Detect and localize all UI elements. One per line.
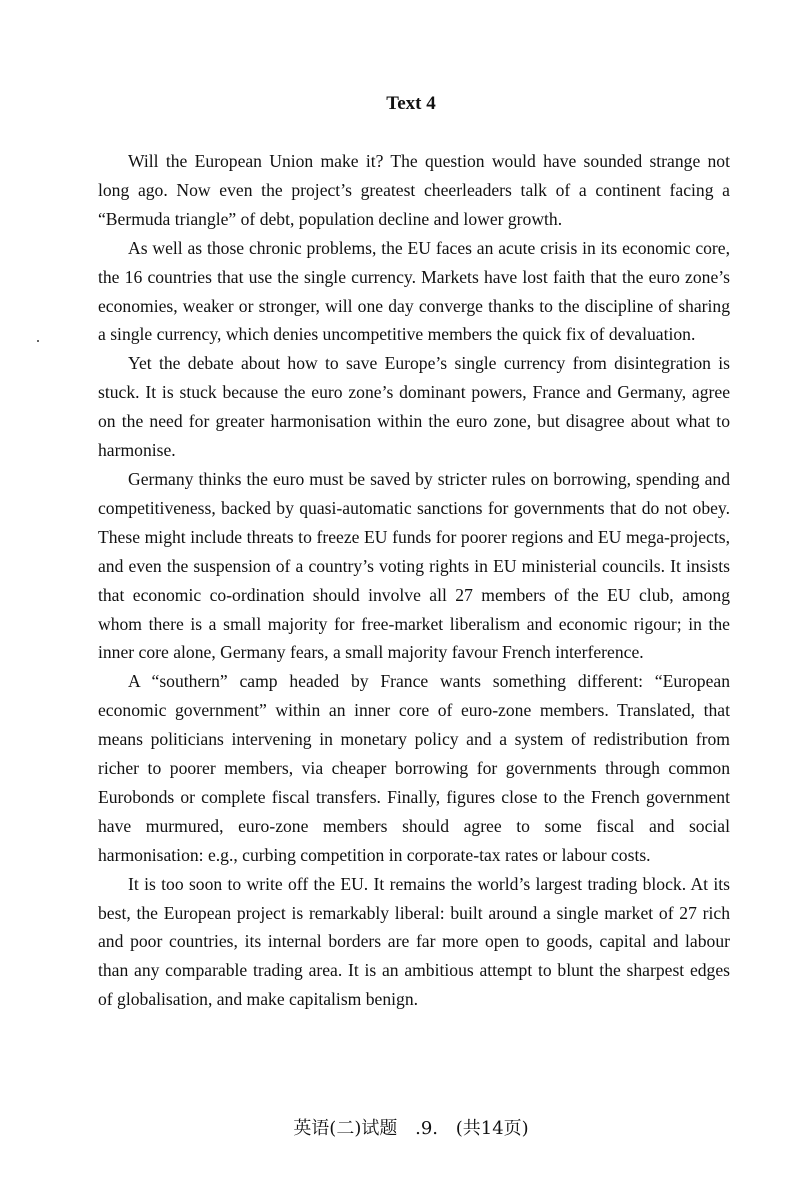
paragraph-3: Yet the debate about how to save Europe’s single currency from disintegration is stuck. It is stuck because the euro zone’s dominant powers, France and Germany, agree on the need for greater harmonisation within the euro zone, but disagree about what to harmonise. <box>98 353 730 461</box>
paragraph-5: A “southern” camp headed by France wants something different: “European economic government” within an inner core of euro-zone members. Translated, that means politicians intervening in monetary policy and a system of redistribution from richer to poorer members, via cheaper borrowing for governments through common Eurobonds or complete fiscal transfers. Finally, figures close to the French government have murmured, euro-zone members should agree to some fiscal and social harmonisation: e.g., curbing competition in corporate-tax rates or labour costs. <box>98 671 730 865</box>
footer-total-pages: (共14页) <box>455 1118 529 1139</box>
paragraph-4: Germany thinks the euro must be saved by stricter rules on borrowing, spending and competitiveness, backed by quasi-automatic sanctions for governments that do not obey. These might include threats to freeze EU funds for poorer regions and EU mega-projects, and even the suspension of a country’s voting rights in EU ministerial councils. It insists that economic co-ordination should involve all 27 members of the EU club, among whom there is a small majority for free-market liberalism and economic rigour; in the inner core alone, Germany fears, a small majority favour French interference. <box>98 468 730 663</box>
paragraph-1: Will the European Union make it? The question would have sounded strange not long ago. Now even the project’s greatest cheerleaders talk of a continent facing a “Bermuda triangle” of debt, population decline and lower growth. <box>98 151 730 229</box>
scan-speck <box>37 340 39 342</box>
passage-body <box>98 147 730 1014</box>
paragraph-2: As well as those chronic problems, the EU faces an acute crisis in its economic core, the 16 countries that use the single currency. Markets have lost faith that the euro zone’s economies, weaker or stronger, will one day converge thanks to the discipline of sharing a single currency, which denies uncompetitive members the quick fix of devaluation. <box>98 237 730 345</box>
footer-page-number: .9. <box>415 1118 438 1139</box>
footer-subject: 英语(二)试题 <box>293 1118 398 1139</box>
text-title: Text 4 <box>386 93 436 114</box>
paragraph-6: It is too soon to write off the EU. It remains the world’s largest trading block. At its best, the European project is remarkably liberal: built around a single market of 27 rich and poor countries, its internal borders are far more open to goods, capital and labour than any comparable trading area. It is an ambitious attempt to blunt the sharpest edges of globalisation, and make capitalism benign. <box>98 873 730 1010</box>
page-footer <box>0 1117 800 1141</box>
